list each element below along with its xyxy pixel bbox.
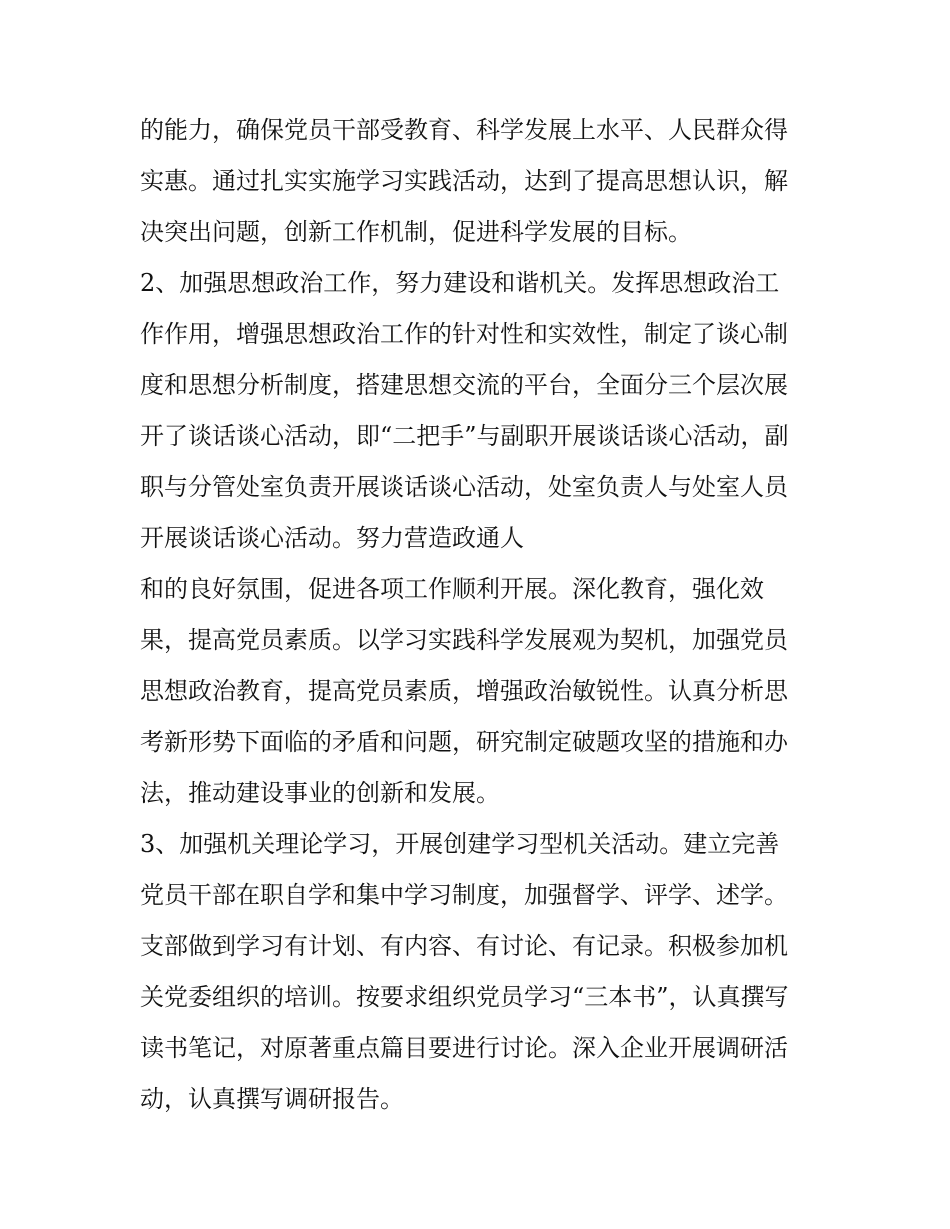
text-line: 党员干部在职自学和集中学习制度，加强督学、评学、述学。 — [140, 881, 788, 909]
text-line: 2、加强思想政治工作，努力建设和谐机关。发挥思想政治工 — [140, 269, 780, 297]
text-line: 作作用，增强思想政治工作的针对性和实效性，制定了谈心制 — [140, 320, 788, 348]
body-text — [140, 105, 812, 1125]
text-line: 思想政治教育，提高党员素质，增强政治敏锐性。认真分析思 — [140, 677, 788, 705]
text-line: 职与分管处室负责开展谈话谈心活动，处室负责人与处室人员 — [140, 473, 788, 501]
text-line: 开展谈话谈心活动。努力营造政通人 — [140, 524, 524, 552]
text-line: 实惠。通过扎实实施学习实践活动，达到了提高思想认识，解 — [140, 167, 788, 195]
text-line: 支部做到学习有计划、有内容、有讨论、有记录。积极参加机 — [140, 932, 788, 960]
text-line: 和的良好氛围，促进各项工作顺利开展。深化教育，强化效 — [140, 575, 764, 603]
text-line: 3、加强机关理论学习，开展创建学习型机关活动。建立完善 — [140, 830, 780, 858]
text-line: 开了谈话谈心活动，即“二把手”与副职开展谈话谈心活动，副 — [140, 422, 789, 450]
text-line: 读书笔记，对原著重点篇目要进行讨论。深入企业开展调研活 — [140, 1034, 788, 1062]
text-line: 法，推动建设事业的创新和发展。 — [140, 779, 500, 807]
text-line: 度和思想分析制度，搭建思想交流的平台，全面分三个层次展 — [140, 371, 788, 399]
text-line: 果，提高党员素质。以学习实践科学发展观为契机，加强党员 — [140, 626, 788, 654]
text-line: 动，认真撰写调研报告。 — [140, 1085, 404, 1113]
text-line: 考新形势下面临的矛盾和问题，研究制定破题攻坚的措施和办 — [140, 728, 788, 756]
text-line: 关党委组织的培训。按要求组织党员学习“三本书”，认真撰写 — [140, 983, 789, 1011]
text-line: 决突出问题，创新工作机制，促进科学发展的目标。 — [140, 218, 692, 246]
text-line: 的能力，确保党员干部受教育、科学发展上水平、人民群众得 — [140, 116, 788, 144]
